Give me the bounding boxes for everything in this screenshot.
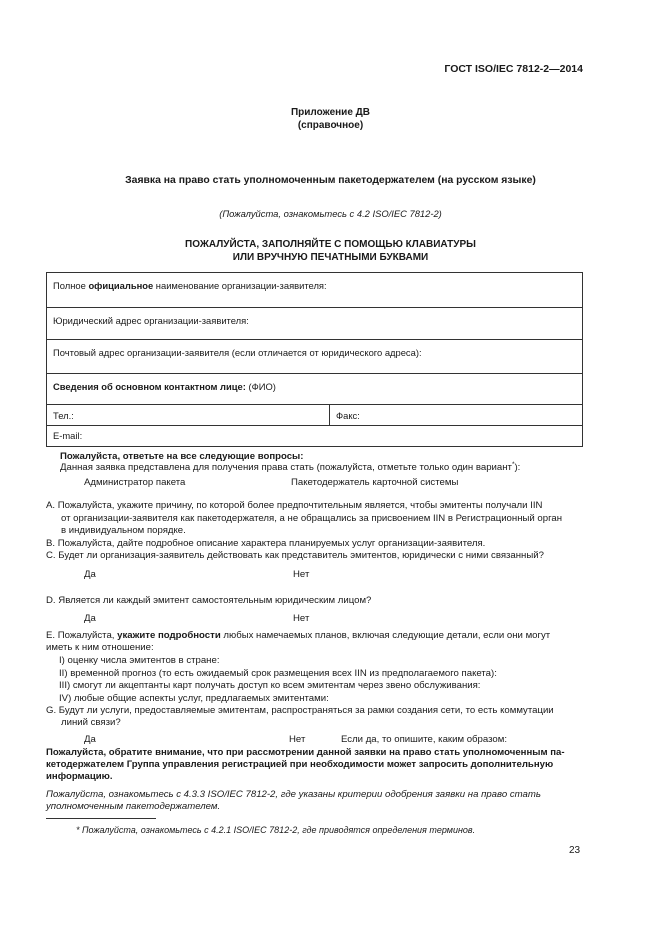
purpose-footnote-mark: *: [511, 461, 515, 468]
org-name-label-post: наименование организации-заявителя:: [153, 280, 327, 291]
contact-label-bold: Сведения об основном контактном лице:: [53, 381, 246, 392]
email-field[interactable]: [47, 426, 583, 447]
postal-address-field[interactable]: [47, 340, 583, 374]
question-d-no[interactable]: Нет: [293, 613, 310, 624]
instruction-line-1: ПОЖАЛУЙСТА, ЗАПОЛНЯЙТЕ С ПОМОЩЬЮ КЛАВИАТУРЫ: [185, 239, 476, 250]
question-e-line-2: иметь к ним отношение:: [46, 642, 154, 653]
notice-line-1: Пожалуйста, обратите внимание, что при рассмотрении данной заявки на право стать уполномоченным па-: [46, 747, 565, 758]
fax-label: Факс:: [336, 410, 360, 421]
question-c-no[interactable]: Нет: [293, 569, 310, 580]
phone-label: Тел.:: [53, 410, 74, 421]
document-title: Заявка на право стать уполномоченным пакетодержателем (на русском языке): [125, 175, 536, 186]
question-g-yes[interactable]: Да: [84, 734, 96, 745]
criteria-note-line-1: Пожалуйста, ознакомьтесь с 4.3.3 ISO/IEC 7812-2, где указаны критерии одобрения заявки на право стать: [46, 789, 541, 800]
contact-label-post: (ФИО): [245, 381, 276, 392]
org-name-field[interactable]: [47, 273, 583, 308]
question-b: B. Пожалуйста, дайте подробное описание характера планируемых услуг организации-заявителя.: [46, 538, 486, 549]
question-d-yes[interactable]: Да: [84, 613, 96, 624]
note-reference: (Пожалуйста, ознакомьтесь с 4.2 ISO/IEC 7812-2): [219, 208, 442, 219]
question-e-item: I) оценку числа эмитентов в стране:: [59, 655, 220, 666]
question-a-line-3: в индивидуальном порядке.: [61, 525, 186, 536]
question-e-line-1: [46, 630, 550, 641]
legal-address-field[interactable]: [47, 308, 583, 340]
purpose-question: [60, 461, 520, 473]
appendix-title: Приложение ДВ: [290, 107, 371, 118]
question-g-line-2: линий связи?: [61, 717, 121, 728]
option-package-admin[interactable]: Администратор пакета: [84, 477, 186, 488]
question-e-bold: укажите подробности: [117, 630, 221, 641]
question-c: C. Будет ли организация-заявитель действовать как представитель эмитентов, юридически с ними связанный?: [46, 550, 544, 561]
notice-line-3: информацию.: [46, 771, 113, 782]
appendix-type: (справочное): [297, 120, 364, 131]
question-e-item: III) смогут ли акцептанты карт получать доступ ко всем эмитентам через звено обслуживания:: [59, 680, 481, 691]
application-form: [46, 272, 583, 447]
question-e-post: любых намечаемых планов, включая следующие детали, если они могут: [220, 630, 551, 641]
page-number: 23: [569, 845, 581, 856]
question-a-line-1: A. Пожалуйста, укажите причину, по которой более предпочтительным является, чтобы эмитенты получали IIN: [46, 500, 543, 511]
question-g-line-1: G. Будут ли услуги, предоставляемые эмитентам, распространяться за рамки создания сети, то есть коммутации: [46, 705, 554, 716]
email-label: E-mail:: [53, 430, 83, 441]
question-e-item: IV) любые общие аспекты услуг, предлагаемых эмитентами:: [59, 693, 329, 704]
question-c-yes[interactable]: Да: [84, 569, 96, 580]
question-g-no[interactable]: Нет: [289, 734, 306, 745]
question-g-explain: Если да, то опишите, каким образом:: [341, 734, 508, 745]
purpose-text: Данная заявка представлена для получения права стать (пожалуйста, отметьте только один вариант: [60, 462, 512, 474]
notice-line-2: кетодержателем Группа управления регистрацией при необходимости может запросить дополнительную: [46, 759, 554, 770]
standard-header: ГОСТ ISO/IEC 7812-2—2014: [444, 63, 583, 75]
postal-address-label: Почтовый адрес организации-заявителя (если отличается от юридического адреса):: [53, 347, 422, 358]
org-name-label-pre: Полное: [53, 280, 89, 291]
instruction-line-2: ИЛИ ВРУЧНУЮ ПЕЧАТНЫМИ БУКВАМИ: [232, 252, 429, 263]
questions-intro: Пожалуйста, ответьте на все следующие вопросы:: [60, 451, 304, 462]
question-e-item: II) временной прогноз (то есть ожидаемый срок размещения всех IIN из предполагаемого пакета):: [59, 668, 497, 679]
option-card-system-holder[interactable]: Пакетодержатель карточной системы: [291, 477, 459, 488]
contact-person-field[interactable]: [47, 374, 583, 405]
fax-field[interactable]: [330, 405, 583, 426]
question-a-line-2: от организации-заявителя как пакетодержателя, а не обращались за присвоением IIN в Регистрационный орган: [61, 513, 563, 524]
org-name-label-bold: официальное: [88, 280, 154, 291]
legal-address-label: Юридический адрес организации-заявителя:: [53, 315, 249, 326]
purpose-text-end: ):: [514, 462, 521, 474]
phone-field[interactable]: [47, 405, 330, 426]
question-d: D. Является ли каждый эмитент самостоятельным юридическим лицом?: [46, 595, 372, 606]
footnote: * Пожалуйста, ознакомьтесь с 4.2.1 ISO/IEC 7812-2, где приводятся определения терминов.: [76, 825, 476, 835]
question-e-pre: E. Пожалуйста,: [46, 630, 118, 641]
footnote-divider: [46, 818, 156, 819]
criteria-note-line-2: уполномоченным пакетодержателем.: [46, 801, 221, 812]
